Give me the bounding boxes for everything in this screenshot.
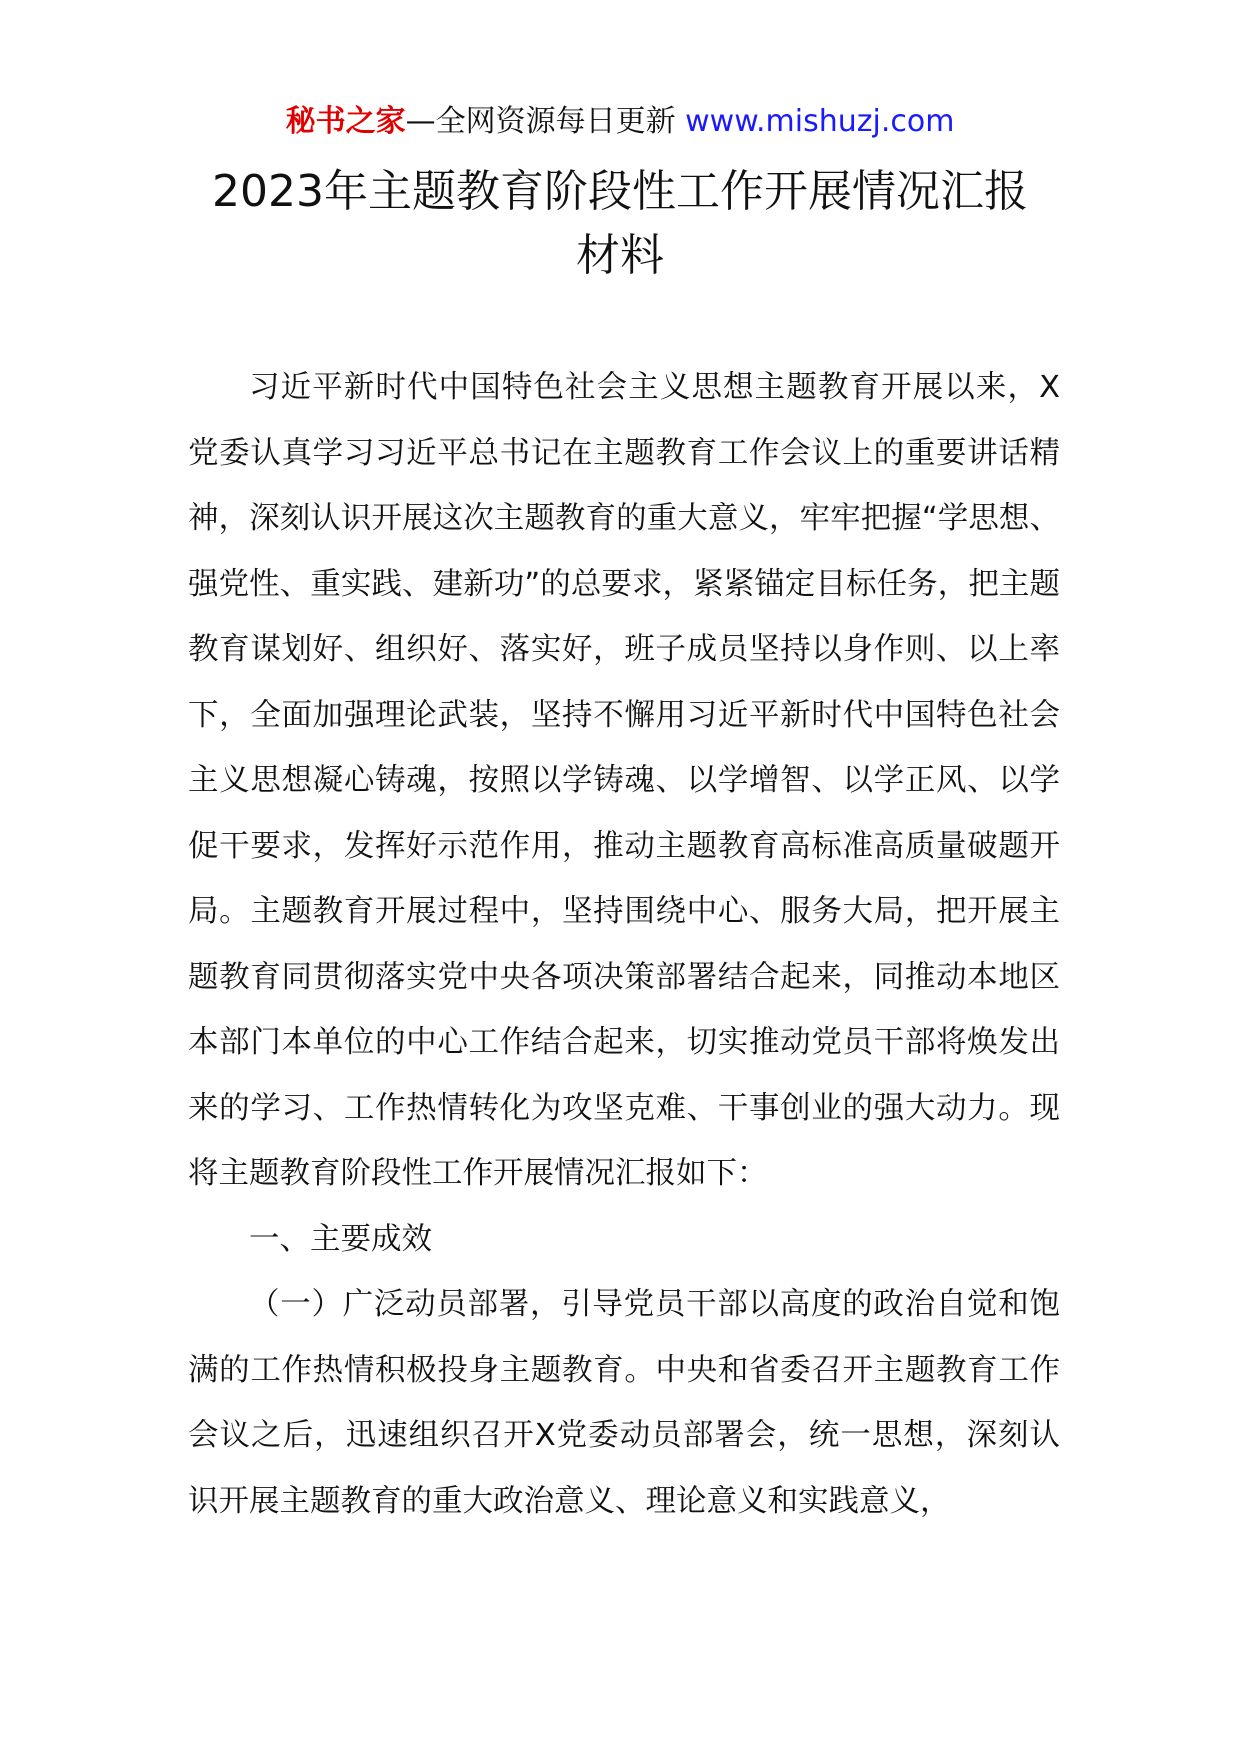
watermark-brand: 秘书之家 <box>285 104 406 139</box>
document-title-line-2: 材料 <box>576 230 664 281</box>
site-watermark-header <box>0 102 1240 142</box>
section-heading-main-results: 一、主要成效 <box>249 1221 432 1257</box>
document-title <box>160 160 1080 288</box>
body-paragraph-intro: 习近平新时代中国特色社会主义思想主题教育开展以来，X党委认真学习习近平总书记在主题教育工作会议上的重要讲话精神，深刻认识开展这次主题教育的重大意义，牢牢把握“学思想、强党性、重实践、建新功”的总要求，紧紧锚定目标任务，把主题教育谋划好、组织好、落实好，班子成员坚持以身作则、以上率下，全面加强理论武装，坚持不懈用习近平新时代中国特色社会主义思想凝心铸魂，按照以学铸魂、以学增智、以学正风、以学促干要求，发挥好示范作用，推动主题教育高标准高质量破题开局。主题教育开展过程中，坚持围绕中心、服务大局，把开展主题教育同贯彻落实党中央各项决策部署结合起来，同推动本地区本部门本单位的中心工作结合起来，切实推动党员干部将焕发出来的学习、工作热情转化为攻坚克难、干事创业的强大动力。现将主题教育阶段性工作开展情况汇报如下： <box>188 370 1060 1191</box>
body-paragraph-subsection-1: （一）广泛动员部署，引导党员干部以高度的政治自觉和饱满的工作热情积极投身主题教育。中央和省委召开主题教育工作会议之后，迅速组织召开X党委动员部署会，统一思想，深刻认识开展主题教育的重大政治意义、理论意义和实践意义， <box>188 1287 1060 1519</box>
watermark-tagline: —全网资源每日更新 <box>405 104 686 139</box>
watermark-url[interactable]: www.mishuzj.com <box>685 104 955 139</box>
document-title-line-1: 2023年主题教育阶段性工作开展情况汇报 <box>212 166 1028 217</box>
document-body <box>188 355 1060 1534</box>
